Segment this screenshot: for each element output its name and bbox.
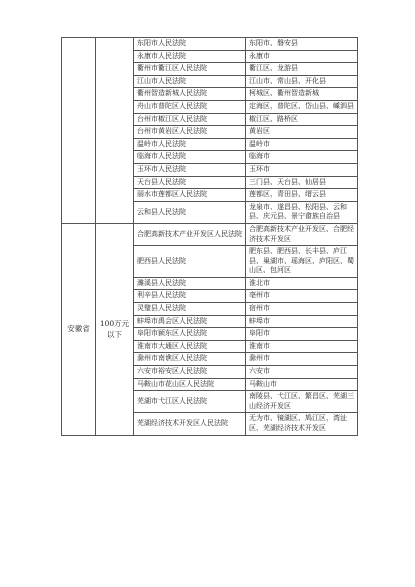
court-name-cell: 淮南市大通区人民法院 <box>134 340 246 353</box>
court-name-cell: 阜阳市颍东区人民法院 <box>134 328 246 341</box>
court-name-cell: 临海市人民法院 <box>134 151 246 164</box>
jurisdiction-cell: 定海区、普陀区、岱山县、嵊泗县 <box>246 100 358 113</box>
court-name-cell: 衢州智造新城人民法院 <box>134 88 246 101</box>
court-name-cell: 温岭市人民法院 <box>134 138 246 151</box>
jurisdiction-cell: 宿州市 <box>246 303 358 316</box>
jurisdiction-cell: 温岭市 <box>246 138 358 151</box>
jurisdiction-cell: 衢江区、龙游县 <box>246 63 358 76</box>
jurisdiction-cell: 无为市、镜湖区、鸠江区、湾沚区、芜湖经济技术开发区 <box>246 413 358 435</box>
court-name-cell: 灵璧县人民法院 <box>134 303 246 316</box>
jurisdiction-cell: 马鞍山市 <box>246 378 358 391</box>
court-name-cell: 蚌埠市禹会区人民法院 <box>134 315 246 328</box>
jurisdiction-cell: 蚌埠市 <box>246 315 358 328</box>
court-name-cell: 合肥高新技术产业开发区人民法院 <box>134 223 246 245</box>
court-name-cell: 舟山市普陀区人民法院 <box>134 100 246 113</box>
court-name-cell: 永康市人民法院 <box>134 50 246 63</box>
court-name-cell: 六安市裕安区人民法院 <box>134 366 246 379</box>
jurisdiction-cell: 淮南市 <box>246 340 358 353</box>
jurisdiction-cell: 黄岩区 <box>246 126 358 139</box>
table-row <box>62 223 358 245</box>
court-name-cell: 芜湖经济技术开发区人民法院 <box>134 413 246 435</box>
jurisdiction-cell: 合肥高新技术产业开发区、合肥经济技术开发区 <box>246 223 358 245</box>
jurisdiction-cell: 亳州市 <box>246 290 358 303</box>
jurisdiction-cell: 滁州市 <box>246 353 358 366</box>
jurisdiction-cell: 龙泉市、遂昌县、松阳县、云和县、庆元县、景宁畲族自治县 <box>246 201 358 223</box>
table-row <box>62 38 358 51</box>
table-body <box>62 38 358 436</box>
court-name-cell: 马鞍山市花山区人民法院 <box>134 378 246 391</box>
jurisdiction-cell: 玉环市 <box>246 163 358 176</box>
amount-threshold-cell <box>96 38 134 224</box>
court-name-cell: 利辛县人民法院 <box>134 290 246 303</box>
jurisdiction-cell: 椒江区、路桥区 <box>246 113 358 126</box>
court-name-cell: 滁州市南谯区人民法院 <box>134 353 246 366</box>
court-name-cell: 云和县人民法院 <box>134 201 246 223</box>
court-name-cell: 台州市椒江区人民法院 <box>134 113 246 126</box>
jurisdiction-cell: 南陵县、弋江区、繁昌区、芜湖三山经济开发区 <box>246 391 358 413</box>
court-name-cell: 衢州市衢江区人民法院 <box>134 63 246 76</box>
jurisdiction-cell: 六安市 <box>246 366 358 379</box>
amount-threshold-cell: 100万元以下 <box>96 223 134 435</box>
court-name-cell: 濉溪县人民法院 <box>134 277 246 290</box>
court-name-cell: 丽水市莲都区人民法院 <box>134 189 246 202</box>
court-name-cell: 玉环市人民法院 <box>134 163 246 176</box>
jurisdiction-cell: 江山市、常山县、开化县 <box>246 75 358 88</box>
court-name-cell: 台州市黄岩区人民法院 <box>134 126 246 139</box>
jurisdiction-cell: 阜阳市 <box>246 328 358 341</box>
jurisdiction-cell: 淮北市 <box>246 277 358 290</box>
court-jurisdiction-table <box>61 37 358 436</box>
jurisdiction-cell: 莲都区、青田县、缙云县 <box>246 189 358 202</box>
jurisdiction-cell: 临海市 <box>246 151 358 164</box>
jurisdiction-cell: 三门县、天台县、仙居县 <box>246 176 358 189</box>
province-cell <box>62 38 96 224</box>
court-name-cell: 肥西县人民法院 <box>134 246 246 278</box>
jurisdiction-cell: 东阳市、磐安县 <box>246 38 358 51</box>
court-name-cell: 天台县人民法院 <box>134 176 246 189</box>
court-name-cell: 东阳市人民法院 <box>134 38 246 51</box>
province-cell: 安徽省 <box>62 223 96 435</box>
court-name-cell: 江山市人民法院 <box>134 75 246 88</box>
court-name-cell: 芜湖市弋江区人民法院 <box>134 391 246 413</box>
jurisdiction-cell: 柯城区、衢州智造新城 <box>246 88 358 101</box>
jurisdiction-cell: 肥东县、肥西县、长丰县、庐江县、巢湖市、瑶海区、庐阳区、蜀山区、包河区 <box>246 246 358 278</box>
jurisdiction-cell: 永康市 <box>246 50 358 63</box>
